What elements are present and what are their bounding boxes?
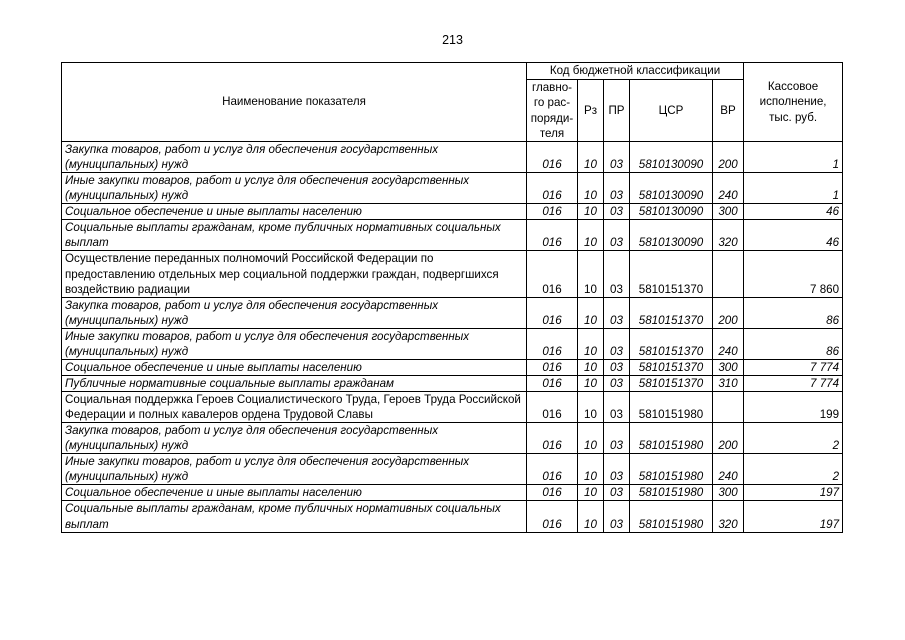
row-amount: 1 [744, 173, 843, 204]
row-glava: 016 [527, 501, 578, 532]
row-glava: 016 [527, 328, 578, 359]
row-amount: 86 [744, 297, 843, 328]
row-name: Социальное обеспечение и иные выплаты населению [62, 485, 527, 501]
table-row [62, 204, 843, 220]
row-pr: 03 [604, 392, 630, 423]
row-name: Закупка товаров, работ и услуг для обеспечения государственных (муниципальных) нужд [62, 297, 527, 328]
header-vr: ВР [713, 80, 744, 142]
row-glava: 016 [527, 142, 578, 173]
row-csr: 5810151980 [630, 501, 713, 532]
row-name: Иные закупки товаров, работ и услуг для обеспечения государственных (муниципальных) нужд [62, 454, 527, 485]
row-vr [713, 251, 744, 297]
table-row [62, 392, 843, 423]
table-row [62, 359, 843, 375]
table-row [62, 328, 843, 359]
row-amount: 86 [744, 328, 843, 359]
row-name: Социальные выплаты гражданам, кроме публичных нормативных социальных выплат [62, 501, 527, 532]
row-amount: 7 860 [744, 251, 843, 297]
row-amount: 1 [744, 142, 843, 173]
row-amount: 2 [744, 423, 843, 454]
row-amount: 197 [744, 485, 843, 501]
row-name: Иные закупки товаров, работ и услуг для обеспечения государственных (муниципальных) нужд [62, 328, 527, 359]
header-budget-classification: Код бюджетной классификации [527, 63, 744, 80]
row-pr: 03 [604, 142, 630, 173]
page-number: 213 [442, 33, 463, 47]
row-glava: 016 [527, 375, 578, 391]
row-name: Социальные выплаты гражданам, кроме публичных нормативных социальных выплат [62, 220, 527, 251]
row-csr: 5810151370 [630, 297, 713, 328]
table-row [62, 454, 843, 485]
row-name: Закупка товаров, работ и услуг для обеспечения государственных (муниципальных) нужд [62, 423, 527, 454]
row-rz: 10 [578, 375, 604, 391]
row-amount: 197 [744, 501, 843, 532]
row-amount: 46 [744, 204, 843, 220]
header-name: Наименование показателя [62, 63, 527, 142]
table-row [62, 297, 843, 328]
row-glava: 016 [527, 220, 578, 251]
row-rz: 10 [578, 297, 604, 328]
row-name: Закупка товаров, работ и услуг для обеспечения государственных (муниципальных) нужд [62, 142, 527, 173]
row-vr: 240 [713, 173, 744, 204]
row-csr: 5810151370 [630, 375, 713, 391]
row-glava: 016 [527, 204, 578, 220]
budget-table [61, 62, 843, 533]
row-name: Иные закупки товаров, работ и услуг для обеспечения государственных (муниципальных) нужд [62, 173, 527, 204]
row-vr: 240 [713, 454, 744, 485]
row-vr: 320 [713, 501, 744, 532]
row-rz: 10 [578, 204, 604, 220]
row-name: Осуществление переданных полномочий Российской Федерации по предоставлению отдельных мер социальной поддержки граждан, подвергшихся воздействию радиации [62, 251, 527, 297]
row-rz: 10 [578, 251, 604, 297]
table-row [62, 142, 843, 173]
header-pr: ПР [604, 80, 630, 142]
row-glava: 016 [527, 454, 578, 485]
row-rz: 10 [578, 359, 604, 375]
row-amount: 7 774 [744, 359, 843, 375]
row-pr: 03 [604, 251, 630, 297]
header-glava: главно-го рас-поряди-теля [527, 80, 578, 142]
row-rz: 10 [578, 423, 604, 454]
row-csr: 5810130090 [630, 220, 713, 251]
row-csr: 5810151980 [630, 454, 713, 485]
row-pr: 03 [604, 297, 630, 328]
row-csr: 5810151370 [630, 359, 713, 375]
row-amount: 46 [744, 220, 843, 251]
table-row [62, 501, 843, 532]
row-name: Социальная поддержка Героев Социалистического Труда, Героев Труда Российской Федерации и полных кавалеров ордена Трудовой Славы [62, 392, 527, 423]
row-csr: 5810130090 [630, 204, 713, 220]
row-vr: 200 [713, 142, 744, 173]
row-glava: 016 [527, 297, 578, 328]
row-vr: 200 [713, 423, 744, 454]
row-glava: 016 [527, 173, 578, 204]
row-pr: 03 [604, 173, 630, 204]
row-amount: 199 [744, 392, 843, 423]
table-header [62, 63, 843, 142]
row-vr: 320 [713, 220, 744, 251]
row-csr: 5810151980 [630, 423, 713, 454]
row-glava: 016 [527, 359, 578, 375]
row-glava: 016 [527, 423, 578, 454]
row-name: Публичные нормативные социальные выплаты гражданам [62, 375, 527, 391]
header-rz: Рз [578, 80, 604, 142]
header-csr: ЦСР [630, 80, 713, 142]
row-pr: 03 [604, 423, 630, 454]
row-name: Социальное обеспечение и иные выплаты населению [62, 359, 527, 375]
row-rz: 10 [578, 328, 604, 359]
row-pr: 03 [604, 220, 630, 251]
table-row [62, 173, 843, 204]
row-pr: 03 [604, 375, 630, 391]
row-rz: 10 [578, 173, 604, 204]
row-vr: 240 [713, 328, 744, 359]
table-row [62, 423, 843, 454]
row-glava: 016 [527, 251, 578, 297]
table-row [62, 251, 843, 297]
row-vr: 300 [713, 204, 744, 220]
row-amount: 7 774 [744, 375, 843, 391]
row-pr: 03 [604, 328, 630, 359]
row-csr: 5810130090 [630, 142, 713, 173]
row-csr: 5810151370 [630, 251, 713, 297]
table-row [62, 485, 843, 501]
row-pr: 03 [604, 454, 630, 485]
row-vr: 300 [713, 359, 744, 375]
table-row [62, 375, 843, 391]
row-pr: 03 [604, 485, 630, 501]
row-rz: 10 [578, 501, 604, 532]
row-vr: 300 [713, 485, 744, 501]
row-csr: 5810130090 [630, 173, 713, 204]
row-csr: 5810151370 [630, 328, 713, 359]
row-amount: 2 [744, 454, 843, 485]
row-rz: 10 [578, 392, 604, 423]
row-name: Социальное обеспечение и иные выплаты населению [62, 204, 527, 220]
row-csr: 5810151980 [630, 392, 713, 423]
row-rz: 10 [578, 220, 604, 251]
table-row [62, 220, 843, 251]
row-pr: 03 [604, 359, 630, 375]
row-glava: 016 [527, 392, 578, 423]
row-csr: 5810151980 [630, 485, 713, 501]
row-glava: 016 [527, 485, 578, 501]
row-vr [713, 392, 744, 423]
row-vr: 310 [713, 375, 744, 391]
header-amount: Кассовое исполнение, тыс. руб. [744, 63, 843, 142]
row-rz: 10 [578, 142, 604, 173]
row-rz: 10 [578, 485, 604, 501]
row-rz: 10 [578, 454, 604, 485]
row-pr: 03 [604, 204, 630, 220]
row-pr: 03 [604, 501, 630, 532]
row-vr: 200 [713, 297, 744, 328]
table-body [62, 142, 843, 533]
